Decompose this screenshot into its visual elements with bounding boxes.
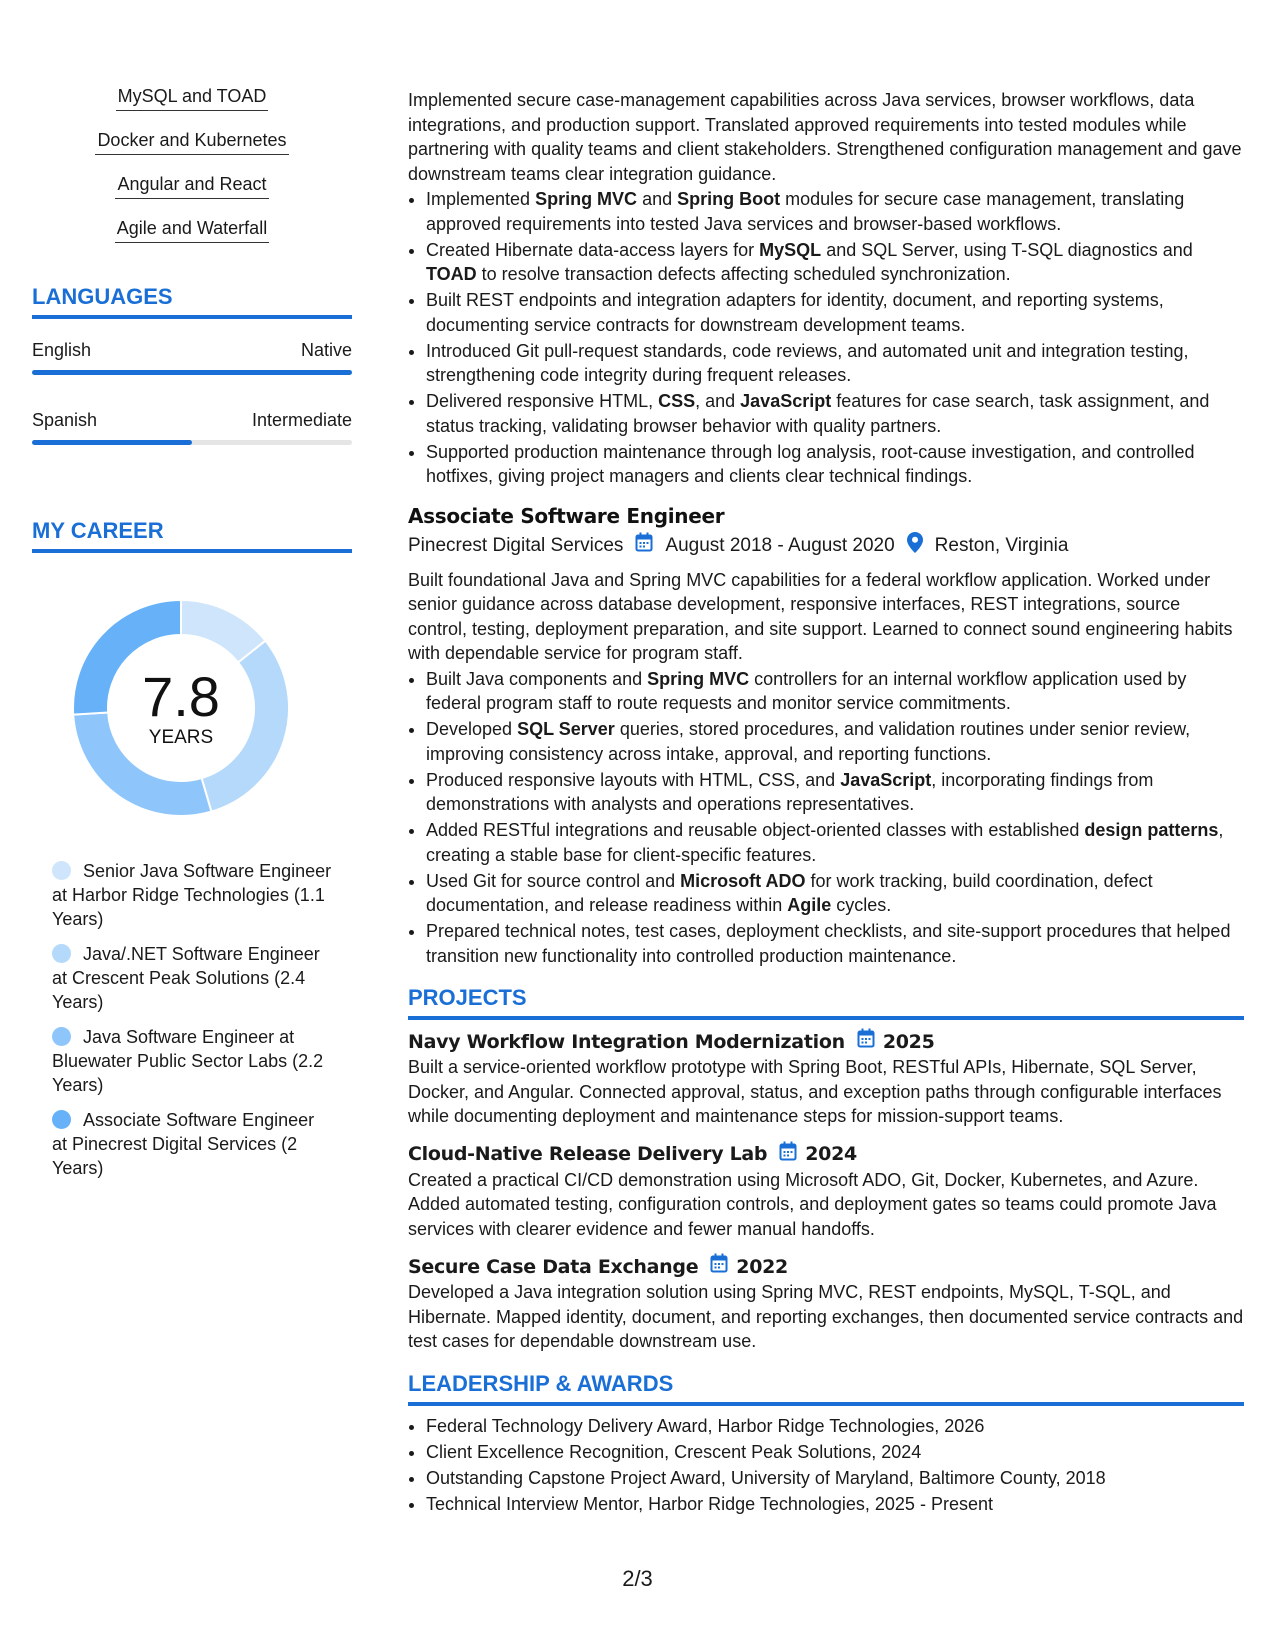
calendar-icon: [857, 1028, 875, 1055]
skill-label: Docker and Kubernetes: [95, 128, 288, 155]
languages-heading: LANGUAGES: [32, 283, 352, 319]
language-item: [32, 338, 352, 375]
language-item: [32, 408, 352, 445]
skill-item: [32, 172, 352, 199]
job-dates: August 2018 - August 2020: [665, 535, 895, 556]
bullet-item: • Introduced Git pull-request standards, code reviews, and automated unit and integration testing, strengthening code integrity during frequent releases.: [426, 339, 1244, 388]
career-donut-chart: [66, 593, 296, 823]
bullet-item: • Implemented Spring MVC and Spring Boot modules for secure case management, translating approved requirements into tested Java services and browser-based workflows.: [426, 187, 1244, 236]
calendar-icon: [779, 1141, 797, 1168]
skill-item: [32, 84, 352, 111]
calendar-icon: [710, 1253, 728, 1280]
project-name: Cloud-Native Release Delivery Lab: [408, 1143, 768, 1165]
legend-swatch: [52, 1110, 71, 1129]
skill-item: [32, 216, 352, 243]
project-year: 2025: [882, 1030, 935, 1053]
project-year: 2024: [805, 1143, 857, 1165]
bullet-item: • Used Git for source control and Microsoft ADO for work tracking, build coordination, defect documentation, and release readiness within Agile cycles.: [426, 869, 1244, 918]
awards-section: [408, 1370, 1244, 1517]
projects-section: [408, 984, 1244, 1354]
career-total-years: 7.8: [142, 665, 220, 728]
job-meta: [408, 532, 1244, 561]
awards-heading: LEADERSHIP & AWARDS: [408, 1370, 1244, 1406]
skill-item: [32, 128, 352, 155]
job-bullets: [408, 187, 1244, 489]
skill-label: Agile and Waterfall: [115, 216, 269, 243]
project-name: Secure Case Data Exchange: [408, 1255, 699, 1278]
project-name: Navy Workflow Integration Modernization: [408, 1030, 845, 1053]
bullet-item: • Added RESTful integrations and reusable object-oriented classes with established design patterns, creating a stable base for client-specific features.: [426, 818, 1244, 867]
job-location: Reston, Virginia: [934, 535, 1069, 556]
project-item: [408, 1028, 1244, 1129]
career-heading: MY CAREER: [32, 517, 352, 553]
experience-entry: [408, 503, 1244, 969]
job-summary: Implemented secure case-management capabilities across Java services, browser workflows, data integrations, and production support. Translated approved requirements into tested modules while partnering with quality teams and client stakeholders. Strengthened configuration management and gave downstream teams clear integration guidance.: [408, 90, 1242, 184]
languages-section: [32, 283, 352, 445]
language-proficiency-bar: [32, 440, 352, 445]
bullet-item: • Built Java components and Spring MVC controllers for an internal workflow application used by federal program staff to route requests and monitor service commitments.: [426, 667, 1244, 716]
skills-list: [32, 84, 352, 243]
legend-item: [52, 859, 332, 931]
bullet-item: • Delivered responsive HTML, CSS, and JavaScript features for case search, task assignment, and status tracking, validating browser behavior with quality partners.: [426, 389, 1244, 438]
language-level: Intermediate: [251, 410, 352, 430]
award-item: • Outstanding Capstone Project Award, University of Maryland, Baltimore County, 2018: [426, 1466, 1244, 1491]
projects-heading: PROJECTS: [408, 984, 1244, 1020]
legend-swatch: [52, 944, 71, 963]
job-title: Associate Software Engineer: [408, 503, 725, 528]
language-proficiency-bar: [32, 370, 352, 375]
legend-swatch: [52, 861, 71, 880]
awards-list: [408, 1414, 1244, 1517]
experience-entry-continued: [408, 88, 1244, 489]
project-description: Built a service-oriented workflow prototype with Spring Boot, RESTful APIs, Hibernate, SQL Server, Docker, and Angular. Connected approval, status, and exception paths through configurable interfaces while documenting deployment and maintenance steps for mission-support teams.: [408, 1057, 1222, 1126]
skill-label: MySQL and TOAD: [116, 84, 269, 111]
legend-label: Java/.NET Software Engineer at Crescent Peak Solutions (2.4 Years): [52, 944, 320, 1012]
legend-label: Java Software Engineer at Bluewater Public Sector Labs (2.2 Years): [52, 1027, 324, 1095]
main-content: [408, 88, 1244, 1518]
company-name: Pinecrest Digital Services: [408, 535, 624, 556]
legend-item: [52, 1025, 332, 1097]
bullet-item: • Produced responsive layouts with HTML, CSS, and JavaScript, incorporating findings from demonstrations with analysts and operations representatives.: [426, 768, 1244, 817]
career-section: [32, 517, 352, 1180]
language-proficiency-fill: [32, 440, 192, 445]
language-name: Spanish: [32, 410, 98, 430]
award-item: • Federal Technology Delivery Award, Harbor Ridge Technologies, 2026: [426, 1414, 1244, 1439]
bullet-item: • Built REST endpoints and integration adapters for identity, document, and reporting systems, documenting service contracts for downstream development teams.: [426, 288, 1244, 337]
legend-item: [52, 1108, 332, 1180]
language-name: English: [32, 340, 92, 360]
legend-swatch: [52, 1027, 71, 1046]
job-summary: Built foundational Java and Spring MVC capabilities for a federal workflow application. Worked under senior guidance across database development, responsive interfaces, REST integrations, source control, testing, deployment preparation, and site support. Learned to connect sound engineering habits with dependable service for program staff.: [408, 569, 1233, 663]
project-year: 2022: [736, 1255, 788, 1278]
bullet-item: • Developed SQL Server queries, stored procedures, and validation routines under senior review, improving consistency across intake, approval, and reporting functions.: [426, 717, 1244, 766]
page-number: 2/3: [622, 1566, 653, 1591]
career-total-unit: YEARS: [148, 727, 214, 748]
calendar-icon: [635, 532, 653, 560]
award-item: • Technical Interview Mentor, Harbor Ridge Technologies, 2025 - Present: [426, 1492, 1244, 1517]
award-item: • Client Excellence Recognition, Crescent Peak Solutions, 2024: [426, 1440, 1244, 1465]
project-item: [408, 1141, 1244, 1242]
bullet-item: • Prepared technical notes, test cases, deployment checklists, and site-support procedures that helped transition new functionality into controlled production maintenance.: [426, 919, 1244, 968]
bullet-item: • Supported production maintenance through log analysis, root-cause investigation, and controlled hotfixes, giving project managers and clients clear technical findings.: [426, 440, 1244, 489]
sidebar: [32, 84, 352, 1191]
bullet-item: • Created Hibernate data-access layers for MySQL and SQL Server, using T-SQL diagnostics and TOAD to resolve transaction defects affecting scheduled synchronization.: [426, 238, 1244, 287]
job-bullets: [408, 667, 1244, 969]
project-item: [408, 1253, 1244, 1354]
skill-label: Angular and React: [115, 172, 268, 199]
legend-item: [52, 942, 332, 1014]
career-legend: [52, 859, 332, 1180]
project-description: Created a practical CI/CD demonstration using Microsoft ADO, Git, Docker, Kubernetes, and Azure. Added automated testing, configuration controls, and deployment gates so teams could promote Java services with clearer evidence and fewer manual handoffs.: [408, 1169, 1217, 1239]
legend-label: Associate Software Engineer at Pinecrest Digital Services (2 Years): [52, 1110, 315, 1178]
language-level: Native: [300, 340, 352, 360]
project-description: Developed a Java integration solution using Spring MVC, REST endpoints, MySQL, T-SQL, and Hibernate. Mapped identity, document, and reporting exchanges, then documented service contracts and test cases for dependable downstream use.: [408, 1282, 1244, 1351]
map-pin-icon: [907, 532, 923, 561]
language-proficiency-fill: [32, 370, 352, 375]
legend-label: Senior Java Software Engineer at Harbor Ridge Technologies (1.1 Years): [52, 861, 332, 929]
